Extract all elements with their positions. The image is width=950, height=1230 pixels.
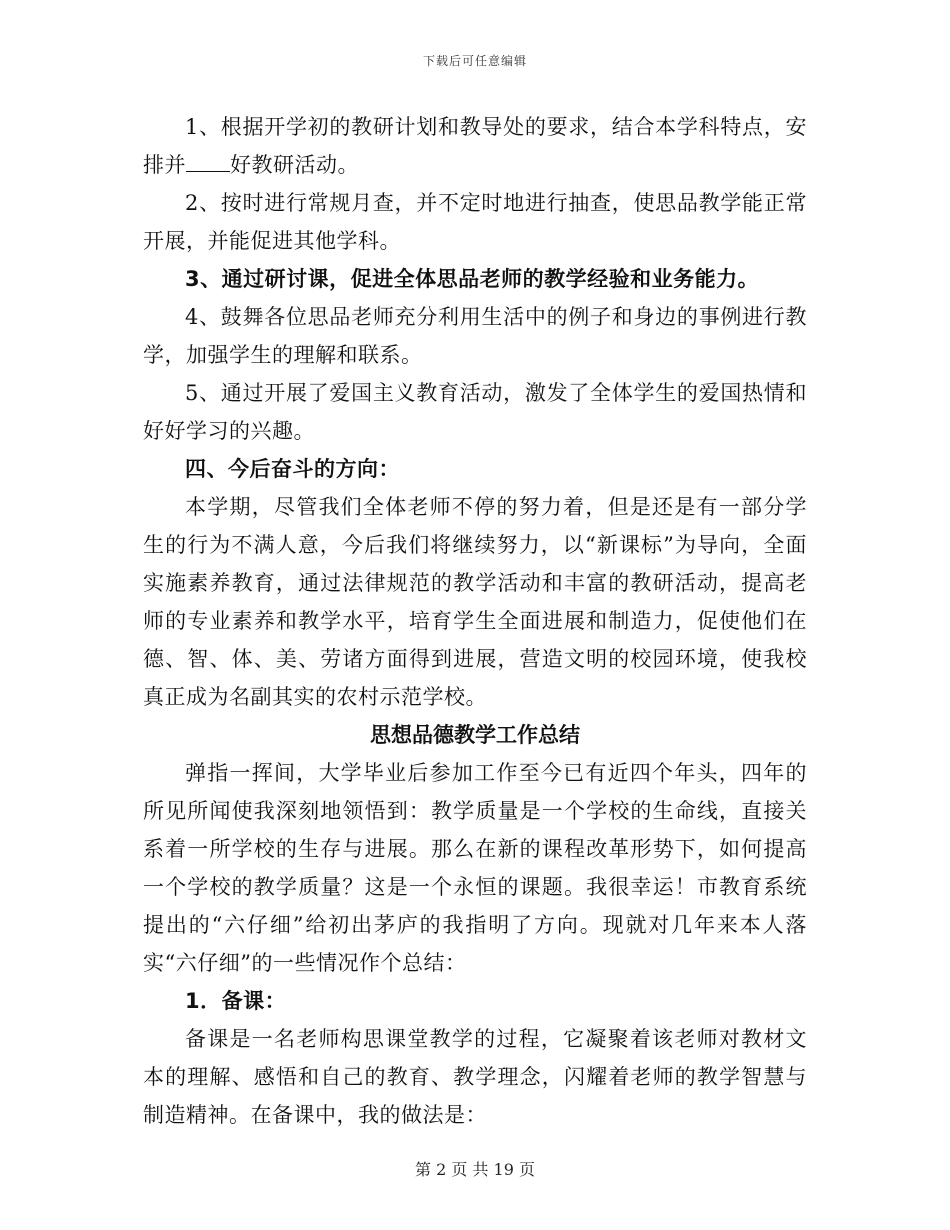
- paragraph-lesson-prep: 备课是一名老师构思课堂教学的过程，它凝聚着该老师对教材文本的理解、感悟和自己的教育、教学理念，闪耀着老师的教学智慧与制造精神。在备课中，我的做法是：: [143, 1027, 807, 1127]
- fill-in-blank: [186, 153, 230, 172]
- paragraph-item-1: [143, 108, 807, 184]
- paragraph-intro: 弹指一挥间，大学毕业后参加工作至今已有近四个年头，四年的所见所闻使我深刻地领悟到：教学质量是一个学校的生命线，直接关系着一所学校的生存与进展。那么在新的课程改革形势下，如何提高一个学校的教学质量？这是一个永恒的课题。我很幸运！市教育系统提出的“六仔细”给初出茅庐的我指明了方向。现就对几年来本人落实“六仔细”的一些情况作个总结：: [143, 761, 807, 975]
- subheading-lesson-prep: 1．备课：: [185, 989, 287, 1013]
- paragraph-item-2: 2、按时进行常规月查，并不定时地进行抽查，使思品教学能正常开展，并能促进其他学科。: [143, 191, 807, 253]
- page-header: 下载后可任意编辑: [422, 54, 527, 68]
- page-footer: 第 2 页 共 19 页: [415, 1160, 535, 1179]
- paragraph-item-3: 3、通过研讨课，促进全体思品老师的教学经验和业务能力。: [185, 267, 760, 291]
- document-title: 思想品德教学工作总结: [370, 723, 580, 747]
- section-heading-future-direction: 四、今后奋斗的方向：: [185, 457, 400, 481]
- paragraph-item-5: 5、通过开展了爱国主义教育活动，激发了全体学生的爱国热情和好好学习的兴趣。: [143, 381, 807, 443]
- paragraph-item-4: 4、鼓舞各位思品老师充分利用生活中的例子和身边的事例进行教学，加强学生的理解和联系。: [143, 305, 807, 367]
- document-body: [143, 108, 807, 1134]
- paragraph-item-1-text-after: 好教研活动。: [230, 153, 359, 177]
- paragraph-item-1-text-before: 1、根据开学初的教研计划和教导处的要求，结合本学科特点，安排并: [143, 115, 807, 177]
- paragraph-future-direction: 本学期，尽管我们全体老师不停的努力着，但是还是有一部分学生的行为不满人意，今后我们将继续努力，以“新课标”为导向，全面实施素养教育，通过法律规范的教学活动和丰富的教研活动，提高老师的专业素养和教学水平，培育学生全面进展和制造力，促使他们在德、智、体、美、劳诸方面得到进展，营造文明的校园环境，使我校真正成为名副其实的农村示范学校。: [143, 495, 807, 709]
